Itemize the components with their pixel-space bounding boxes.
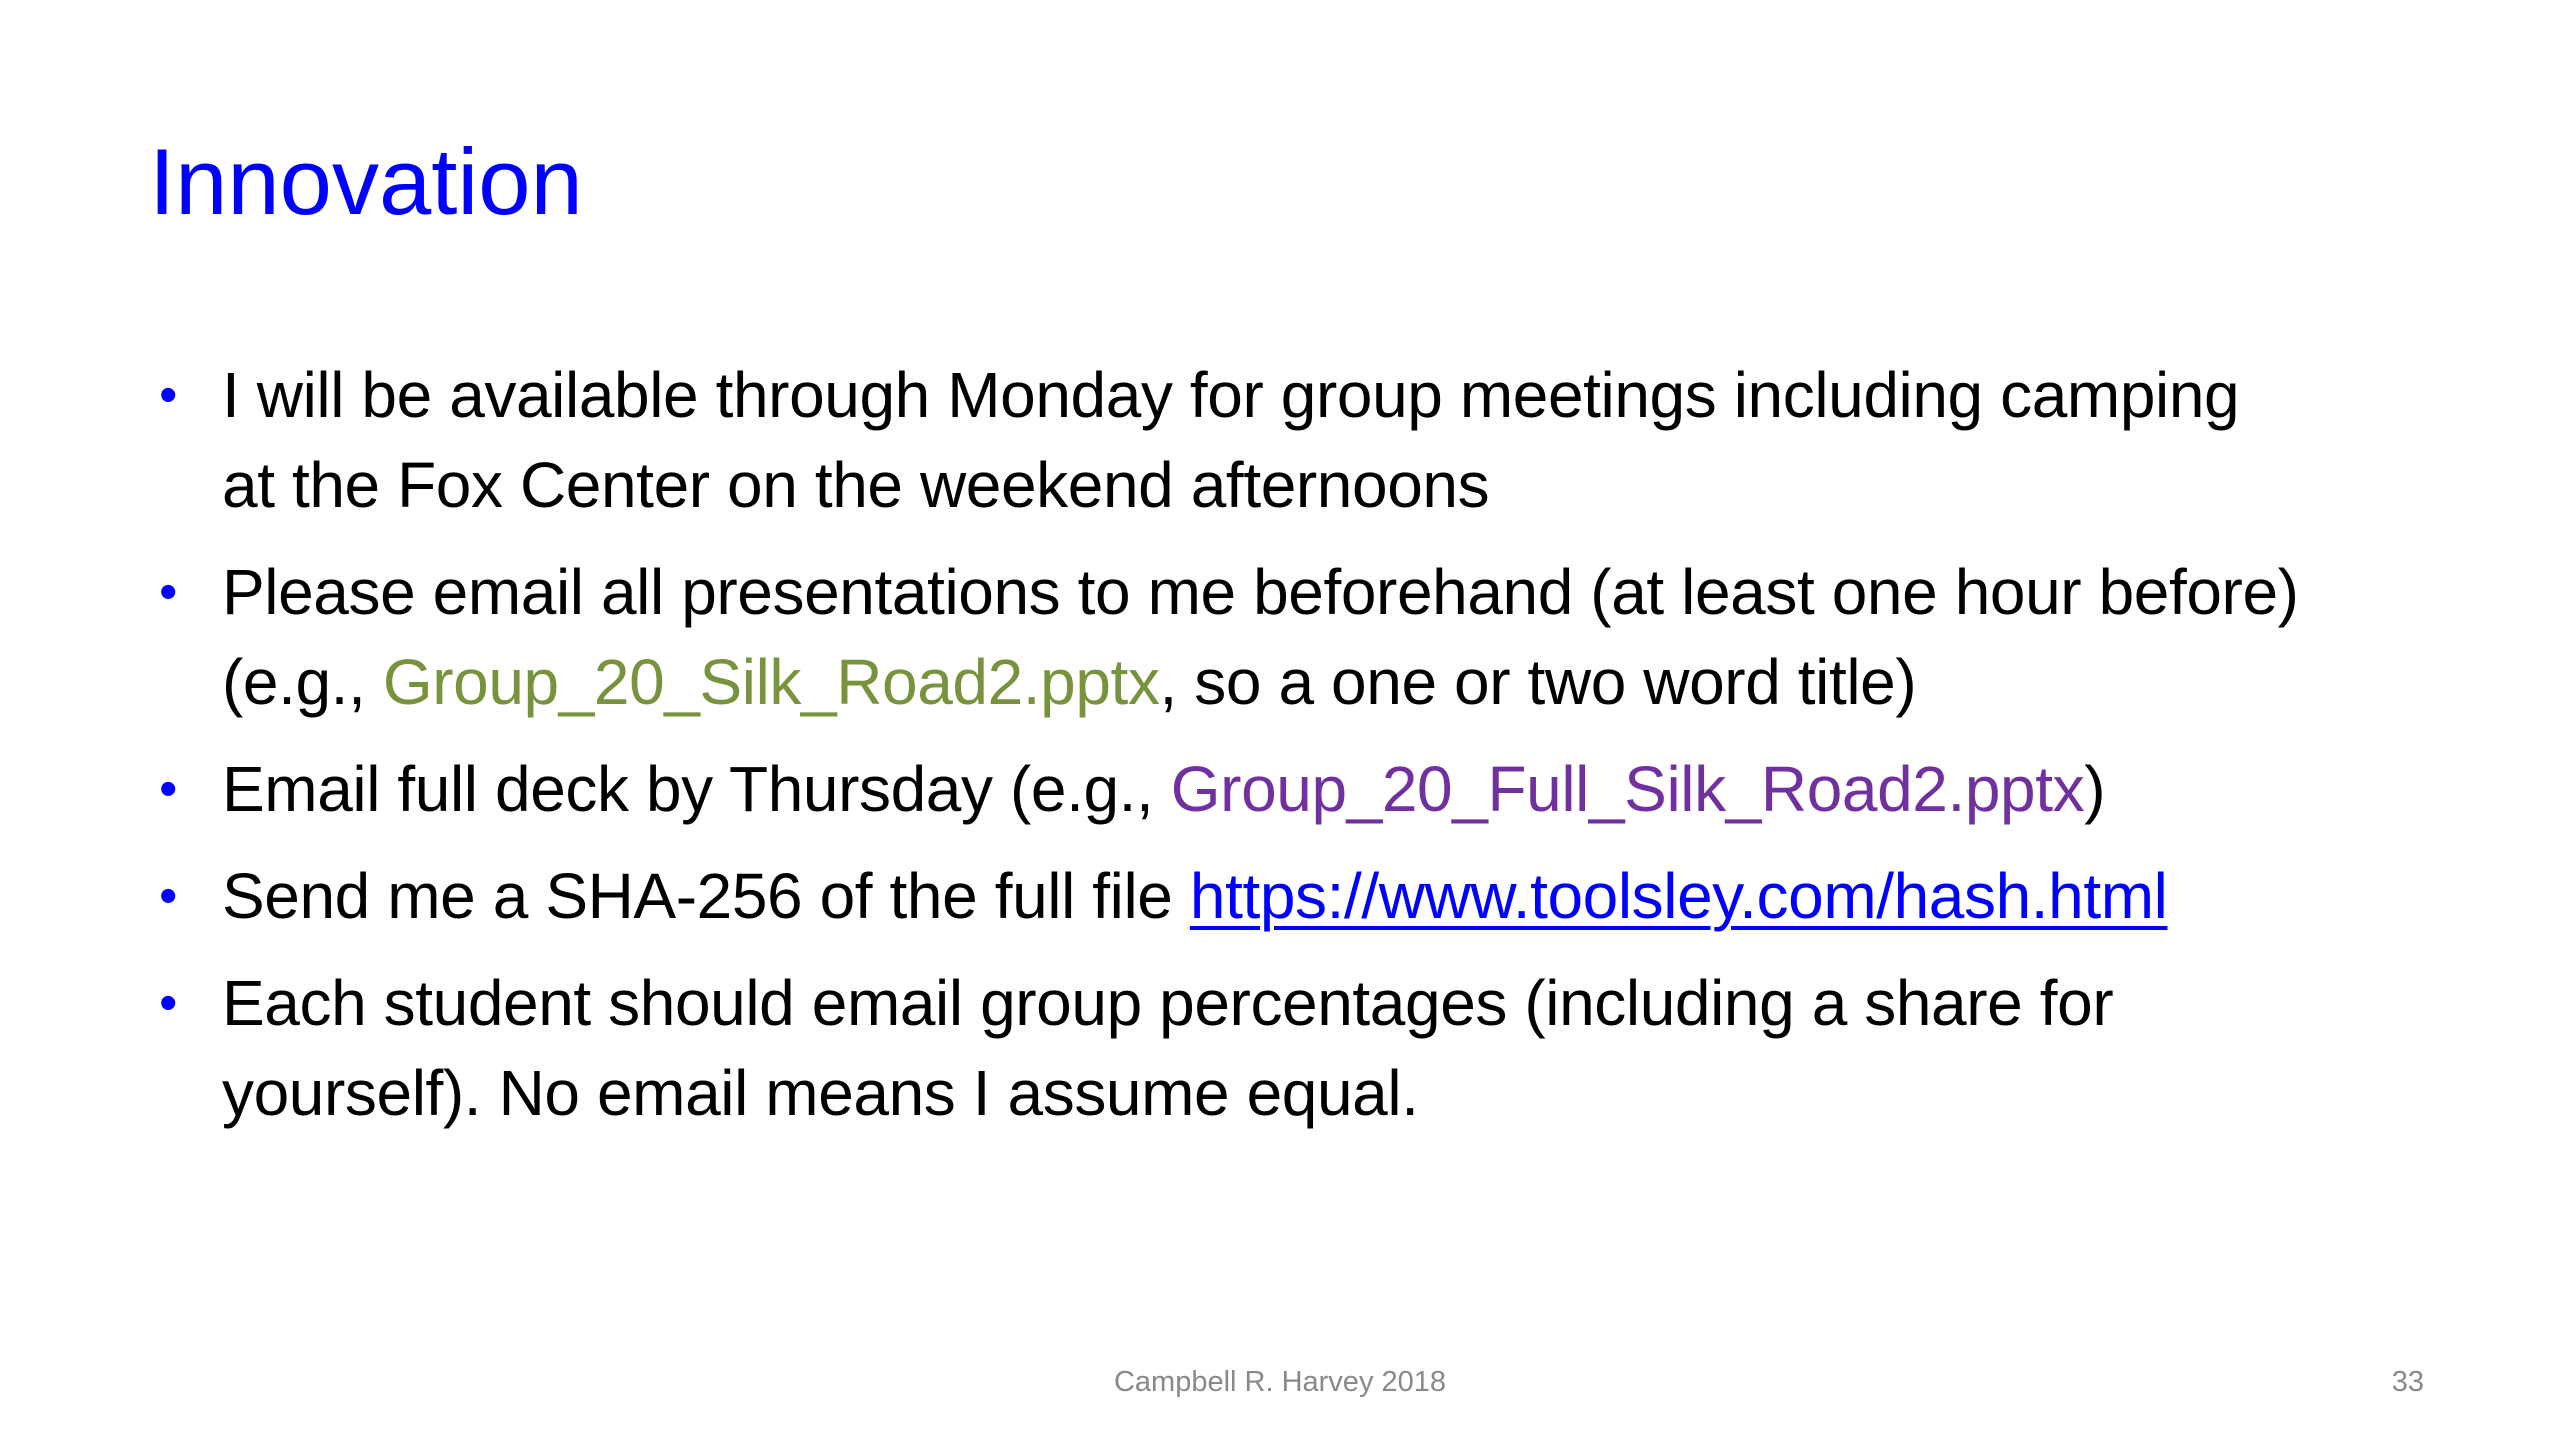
bullet-text-line: yourself). No email means I assume equal. bbox=[222, 1057, 1419, 1129]
bullet-text-line: Each student should email group percentages (including a share for bbox=[222, 967, 2114, 1039]
bullet-item-availability bbox=[148, 350, 2498, 530]
bullet-text-line bbox=[222, 851, 2498, 941]
bullet-text-line bbox=[222, 744, 2498, 834]
footer-text: Campbell R. Harvey 2018 bbox=[1113, 1366, 1447, 1398]
bullet-text-prefix: Send me a SHA-256 of the full file bbox=[222, 860, 1190, 932]
bullet-dot-icon: • bbox=[159, 760, 177, 818]
bullet-dot-icon: • bbox=[159, 867, 177, 925]
bullet-dot-icon: • bbox=[159, 366, 177, 424]
bullet-text-suffix: , so a one or two word title) bbox=[1159, 646, 1917, 718]
bullet-dot-icon: • bbox=[159, 974, 177, 1032]
full-deck-file-name: Group_20_Full_Silk_Road2.pptx bbox=[1170, 753, 2085, 825]
bullet-item-full-deck bbox=[148, 744, 2498, 834]
hash-tool-link[interactable]: https://www.toolsley.com/hash.html bbox=[1189, 860, 2168, 932]
slide-title: Innovation bbox=[149, 129, 583, 234]
bullet-text-line bbox=[222, 637, 2498, 727]
bullet-text-suffix: ) bbox=[2084, 753, 2106, 825]
bullet-text-line: at the Fox Center on the weekend afternoons bbox=[222, 449, 1490, 521]
bullet-text-line: I will be available through Monday for group meetings including camping bbox=[222, 359, 2240, 431]
bullet-text-prefix: (e.g., bbox=[222, 646, 383, 718]
bullet-item-percentages bbox=[148, 958, 2498, 1138]
file-name-example: Group_20_Silk_Road2.pptx bbox=[382, 646, 1160, 718]
bullet-list bbox=[148, 350, 2498, 1155]
bullet-item-sha256 bbox=[148, 851, 2498, 941]
bullet-text-prefix: Email full deck by Thursday (e.g., bbox=[222, 753, 1171, 825]
bullet-item-email-presentations bbox=[148, 547, 2498, 727]
page-number: 33 bbox=[2391, 1366, 2424, 1398]
bullet-dot-icon: • bbox=[159, 563, 177, 621]
bullet-text-line: Please email all presentations to me beforehand (at least one hour before) bbox=[222, 556, 2299, 628]
